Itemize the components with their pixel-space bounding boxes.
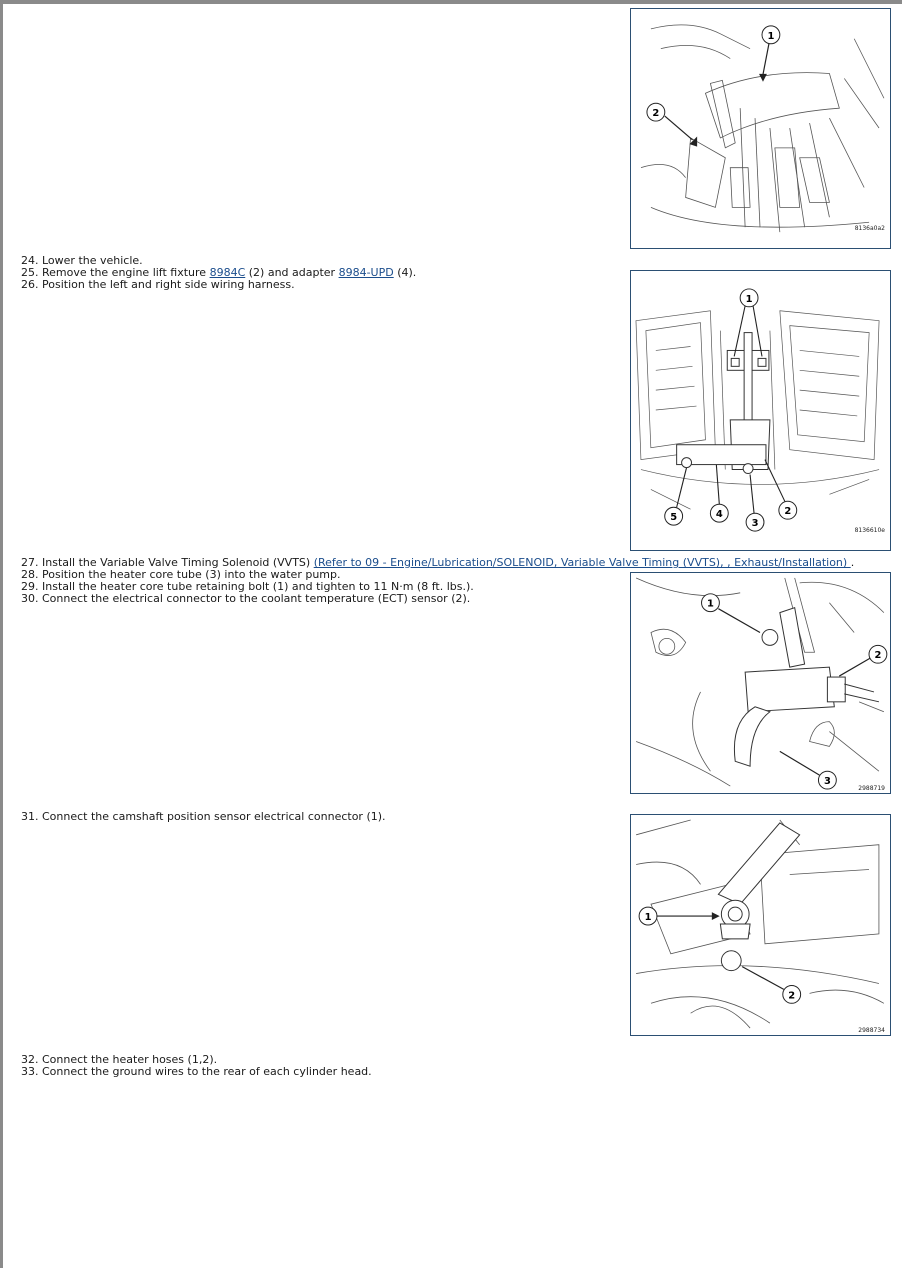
figure-heater-hose [630,8,891,249]
step-number: 33. [21,1065,42,1078]
step-text: Connect the ground wires to the rear of each cylinder head. [42,1065,372,1078]
step-text: (2) and adapter [245,266,339,279]
step-number: 31. [21,810,42,823]
step-number: 30. [21,592,42,605]
figure-3-code: 2988719 [858,785,885,792]
figure-2-callout-4: 4 [715,509,723,521]
step-26 [21,279,416,291]
step-number: 29. [21,580,42,593]
page-left-border [0,0,3,1268]
figure-2-callout-1: 1 [745,293,753,305]
step-text: Connect the heater hoses (1,2). [42,1053,218,1066]
figure-1-code: 8136a0a2 [854,225,885,232]
step-text: Connect the camshaft position sensor electrical connector (1). [42,810,386,823]
steps-group-27-30 [21,557,854,605]
steps-group-32-33 [21,1054,372,1078]
figure-2-code: 8136610e [854,527,885,534]
figure-1-callout-2: 2 [652,108,660,120]
step-text: Remove the engine lift fixture [42,266,210,279]
step-31 [21,811,386,823]
figure-3-callout-2: 2 [874,650,882,662]
figure-1-callout-1: 1 [767,30,775,42]
figure-2-callout-3: 3 [751,518,759,530]
figure-heater-hose-drawing [631,9,890,248]
step-text: Position the left and right side wiring harness. [42,278,295,291]
figure-3-callout-1: 1 [707,598,714,610]
figure-2-callout-5: 5 [670,512,678,524]
steps-group-31 [21,811,386,823]
step-text: Install the heater core tube retaining bolt (1) and tighten to 11 N·m (8 ft. lbs.). [42,580,474,593]
figure-4-callout-1: 1 [644,912,652,924]
tool-link-8984-upd[interactable]: 8984-UPD [338,266,394,279]
step-number: 27. [21,556,42,569]
step-33 [21,1066,372,1078]
reference-link-vvts-installation[interactable]: (Refer to 09 - Engine/Lubrication/SOLENOID, Variable Valve Timing (VVTS), , Exhaust/Installation) [313,556,851,569]
step-text: Position the heater core tube (3) into the water pump. [42,568,341,581]
page-top-border [0,0,902,4]
figure-water-pump-ect [630,572,891,794]
figure-engine-lift-fixture [630,270,891,551]
figure-camshaft-sensor [630,814,891,1036]
tool-link-8984c[interactable]: 8984C [209,266,246,279]
figure-camshaft-sensor-drawing [631,815,890,1035]
figure-4-code: 2988734 [858,1027,885,1034]
step-number: 28. [21,568,42,581]
figure-3-callout-3: 3 [823,776,831,788]
figure-engine-lift-fixture-drawing [631,271,890,550]
step-text: . [850,556,855,569]
step-text: (4). [393,266,417,279]
step-number: 26. [21,278,42,291]
step-text: Connect the electrical connector to the coolant temperature (ECT) sensor (2). [42,592,471,605]
step-number: 24. [21,254,42,267]
figure-water-pump-ect-drawing [631,573,890,793]
steps-group-24-26 [21,255,416,291]
step-30 [21,593,854,605]
figure-4-callout-2: 2 [788,990,796,1002]
step-number: 25. [21,266,42,279]
step-text: Lower the vehicle. [42,254,143,267]
step-number: 32. [21,1053,42,1066]
figure-2-callout-2: 2 [784,506,792,518]
step-text: Install the Variable Valve Timing Solenoid (VVTS) [42,556,314,569]
